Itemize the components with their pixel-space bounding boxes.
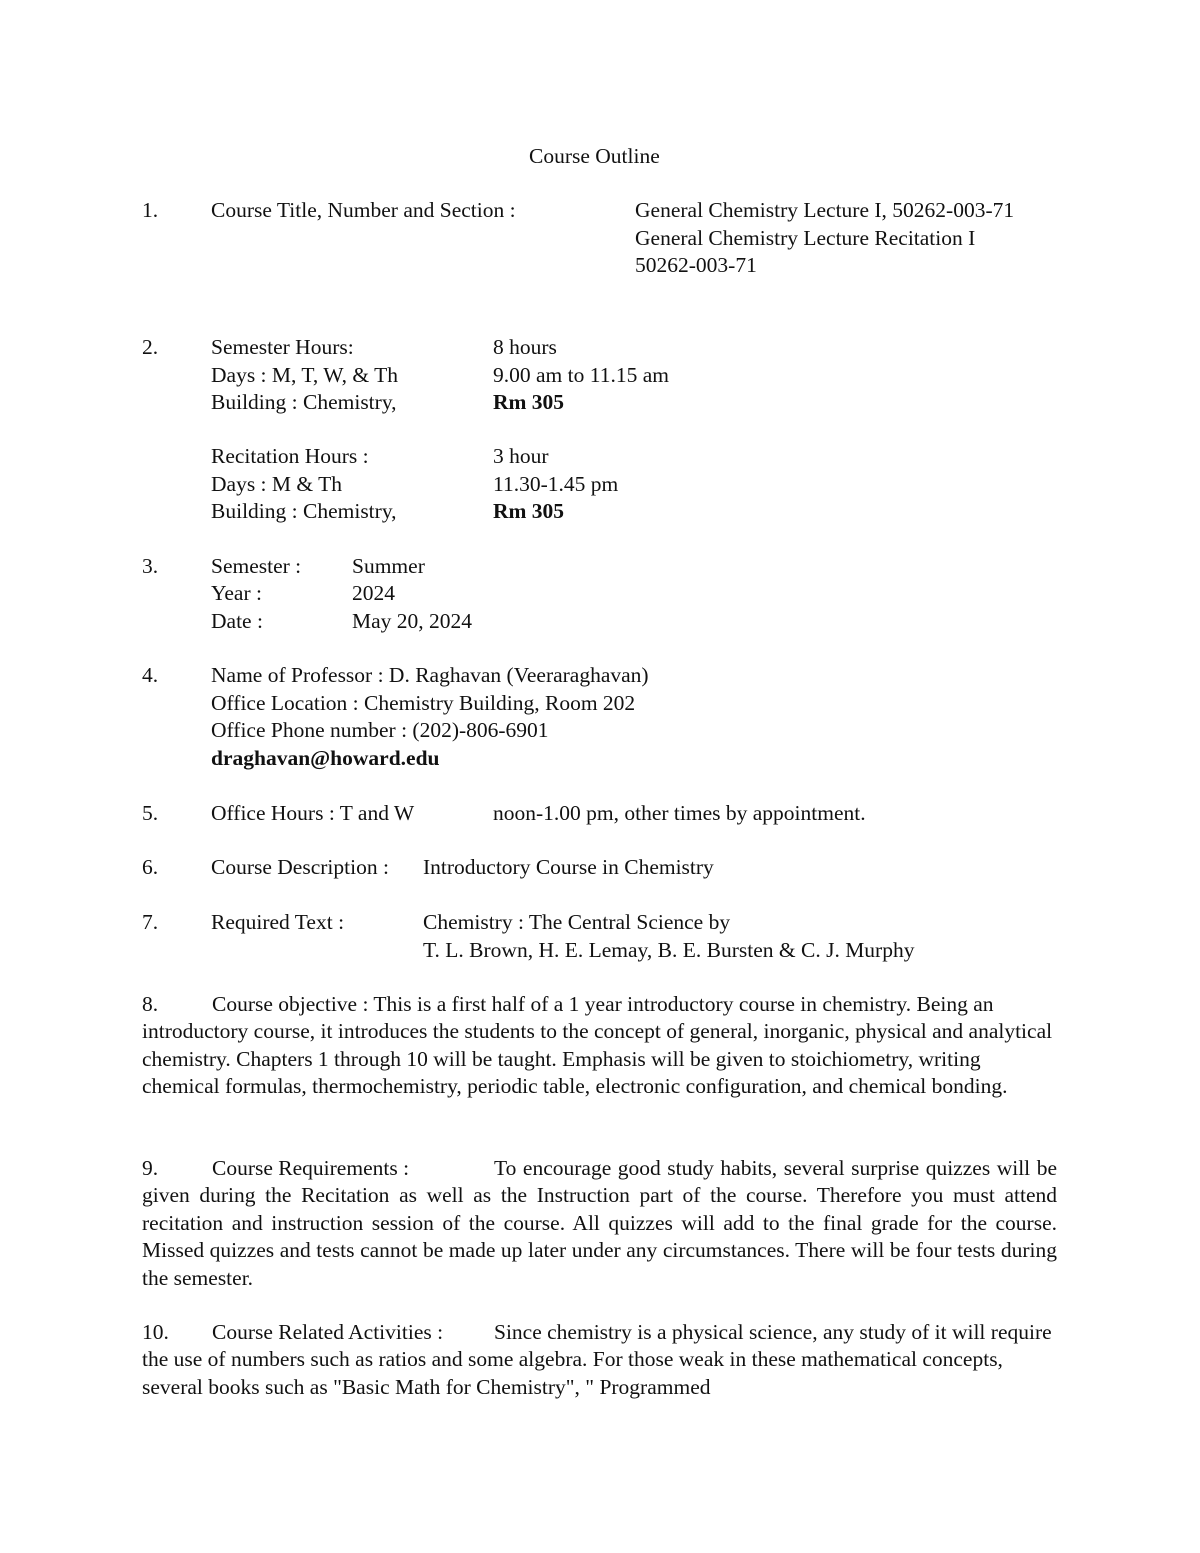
date-value: May 20, 2024 — [352, 609, 473, 633]
course-requirements-label: Course Requirements : — [212, 1156, 410, 1180]
professor-name: Name of Professor : D. Raghavan (Veeraraghavan) — [211, 663, 649, 687]
course-activities-label: Course Related Activities : — [212, 1320, 444, 1344]
year-label: Year : — [211, 581, 262, 605]
page-title: Course Outline — [529, 144, 660, 168]
recitation-days-label: Days : M & Th — [211, 472, 342, 496]
section-number: 5. — [142, 801, 159, 825]
semester-hours-value: 8 hours — [493, 335, 557, 359]
section-number: 7. — [142, 910, 159, 934]
course-requirements-text: To encourage good study habits, several surprise quizzes will be given during the Recitation as well as the Instruction part of the course. Therefore you must attend recitation and instruction session of the course. All quizzes will add to the final grade for the course. Missed quizzes and tests cannot be made up later under any circumstances. There will be four tests during the semester. — [142, 1156, 1057, 1290]
course-title-value: General Chemistry Lecture Recitation I — [635, 226, 976, 250]
section-number: 4. — [142, 663, 159, 687]
course-description-value: Introductory Course in Chemistry — [423, 855, 714, 879]
semester-label: Semester : — [211, 554, 302, 578]
section-number: 8. — [142, 992, 159, 1016]
section-number: 3. — [142, 554, 159, 578]
lecture-days-label: Days : M, T, W, & Th — [211, 363, 398, 387]
semester-hours-label: Semester Hours: — [211, 335, 354, 359]
required-text-authors: T. L. Brown, H. E. Lemay, B. E. Bursten & C. J. Murphy — [423, 938, 915, 962]
recitation-room-value: Rm 305 — [493, 499, 565, 523]
course-activities-text: Since chemistry is a physical science, any study of it will require the use of numbers such as ratios and some algebra. For those weak in these mathematical concepts, several books such as "Basic Math for Chemistry", " Programmed — [142, 1320, 1052, 1399]
recitation-hours-value: 3 hour — [493, 444, 549, 468]
lecture-room-value: Rm 305 — [493, 390, 565, 414]
recitation-days-value: 11.30-1.45 pm — [493, 472, 619, 496]
section-course-activities — [142, 1319, 1057, 1401]
office-location: Office Location : Chemistry Building, Room 202 — [211, 691, 636, 715]
required-text-title: Chemistry : The Central Science by — [423, 910, 731, 934]
lecture-building-label: Building : Chemistry, — [211, 390, 397, 414]
date-label: Date : — [211, 609, 263, 633]
required-text-label: Required Text : — [211, 910, 345, 934]
course-title-value: 50262-003-71 — [635, 253, 757, 277]
office-phone: Office Phone number : (202)-806-6901 — [211, 718, 549, 742]
course-title-value: General Chemistry Lecture I, 50262-003-71 — [635, 198, 1015, 222]
lecture-days-value: 9.00 am to 11.15 am — [493, 363, 669, 387]
section-number: 1. — [142, 198, 159, 222]
year-value: 2024 — [352, 581, 395, 605]
recitation-hours-label: Recitation Hours : — [211, 444, 369, 468]
course-title-label: Course Title, Number and Section : — [211, 198, 516, 222]
professor-email: draghavan@howard.edu — [211, 746, 440, 770]
recitation-building-label: Building : Chemistry, — [211, 499, 397, 523]
section-course-requirements — [142, 1155, 1057, 1292]
office-hours-label: Office Hours : T and W — [211, 801, 415, 825]
course-description-label: Course Description : — [211, 855, 389, 879]
section-number: 6. — [142, 855, 159, 879]
section-number: 9. — [142, 1156, 159, 1180]
section-number: 2. — [142, 335, 159, 359]
section-course-objective — [142, 991, 1057, 1101]
section-number: 10. — [142, 1320, 169, 1344]
semester-value: Summer — [352, 554, 425, 578]
office-hours-value: noon-1.00 pm, other times by appointment. — [493, 801, 866, 825]
course-objective-text: Course objective : This is a first half of a 1 year introductory course in chemistry. Being an introductory course, it introduces the students to the concept of general, inorganic, physical and analytical chemistry. Chapters 1 through 10 will be taught. Emphasis will be given to stoichiometry, writing chemical formulas, thermochemistry, periodic table, electronic configuration, and chemical bonding. — [142, 992, 1053, 1099]
